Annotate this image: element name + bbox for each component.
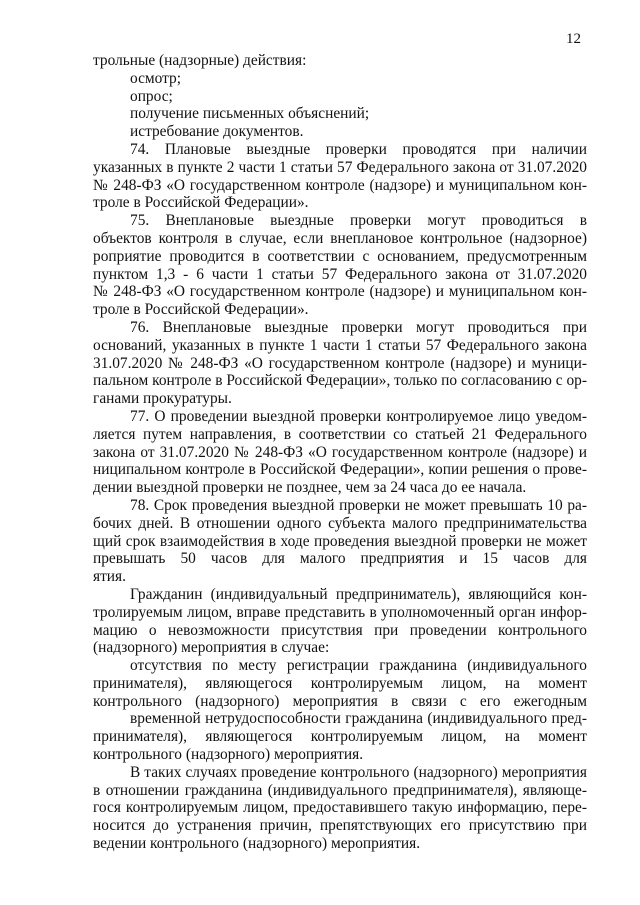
text-line: принимателя), являющегося контролируемым лицом, на момент — [93, 674, 587, 692]
text-line: 31.07.2020 № 248-ФЗ «О государственном контроле (надзоре) и муници- — [93, 354, 587, 372]
text-line: истребование документов. — [130, 123, 304, 141]
text-line: закона от 31.07.2020 № 248-ФЗ «О государственном контроле (надзоре) и — [93, 443, 587, 461]
text-line: дении выездной проверки не позднее, чем за 24 часа до ее начала. — [93, 479, 527, 497]
text-line: № 248-ФЗ «О государственном контроле (надзоре) и муниципальном кон- — [93, 283, 587, 301]
text-line: осмотр; — [130, 69, 182, 87]
text-line: превышать 50 часов для малого предприятия и 15 часов для — [93, 550, 587, 568]
text-line: носится до устранения причин, препятствующих его присутствию при — [93, 817, 587, 835]
text-line: (надзорного) мероприятия в случае: — [93, 639, 330, 657]
text-line: пунктом 1,3 - 6 части 1 статьи 57 Федерального закона от 31.07.2020 — [93, 265, 587, 283]
document-body — [93, 52, 587, 853]
text-line: троле в Российской Федерации». — [93, 194, 309, 212]
text-line: указанных в пункте 2 части 1 статьи 57 Федерального закона от 31.07.2020 — [93, 158, 587, 176]
text-line: троле в Российской Федерации». — [93, 301, 309, 319]
text-line: бочих дней. В отношении одного субъекта малого предпринимательства — [93, 514, 587, 532]
text-line: временной нетрудоспособности гражданина (индивидуального пред- — [130, 710, 587, 728]
text-line: гося контролируемым лицом, предоставившего такую информацию, пере- — [93, 799, 587, 817]
text-line: щий срок взаимодействия в ходе проведения выездной проверки не может — [93, 532, 587, 550]
text-line: роприятие проводится в соответствии с основанием, предусмотренным — [93, 247, 587, 265]
page-number: 12 — [566, 31, 581, 47]
text-line: принимателя), являющегося контролируемым лицом, на момент — [93, 728, 587, 746]
text-line: 78. Срок проведения выездной проверки не может превышать 10 ра- — [130, 496, 587, 514]
text-line: мацию о невозможности присутствия при проведении контрольного — [93, 621, 587, 639]
text-line: ятия. — [93, 568, 126, 586]
text-line: ведении контрольного (надзорного) мероприятия. — [93, 835, 421, 853]
text-line: контрольного (надзорного) мероприятия в связи с его ежегодным — [93, 692, 587, 710]
text-line: 74. Плановые выездные проверки проводятся при наличии — [130, 140, 587, 158]
text-line: опрос; — [130, 87, 173, 105]
text-line: объектов контроля в случае, если внеплановое контрольное (надзорное) — [93, 229, 587, 247]
text-line: в отношении гражданина (индивидуального предпринимателя), являюще- — [93, 781, 587, 799]
text-line: В таких случаях проведение контрольного (надзорного) мероприятия — [130, 763, 587, 781]
text-line: ляется путем направления, в соответствии со статьей 21 Федерального — [93, 425, 587, 443]
text-line: № 248-ФЗ «О государственном контроле (надзоре) и муниципальном кон- — [93, 176, 587, 194]
text-line: оснований, указанных в пункте 1 части 1 статьи 57 Федерального закона — [93, 336, 587, 354]
text-line: отсутствия по месту регистрации гражданина (индивидуального — [130, 657, 587, 675]
text-line: 76. Внеплановые выездные проверки могут проводиться при — [130, 318, 587, 336]
text-line: тролируемым лицом, вправе представить в уполномоченный орган инфор- — [93, 603, 587, 621]
text-line: 75. Внеплановые выездные проверки могут проводиться в — [130, 212, 587, 230]
text-line: ниципальном контроле в Российской Федерации», копии решения о прове- — [93, 461, 587, 479]
text-line: трольные (надзорные) действия: — [93, 52, 307, 69]
text-line: Гражданин (индивидуальный предприниматель), являющийся кон- — [130, 585, 587, 603]
text-line: получение письменных объяснений; — [130, 105, 370, 123]
text-line: контрольного (надзорного) мероприятия. — [93, 746, 364, 764]
text-line: пальном контроле в Российской Федерации», только по согласованию с ор- — [93, 372, 587, 390]
text-line: ганами прокуратуры. — [93, 390, 232, 408]
text-line: 77. О проведении выездной проверки контролируемое лицо уведом- — [130, 407, 587, 425]
